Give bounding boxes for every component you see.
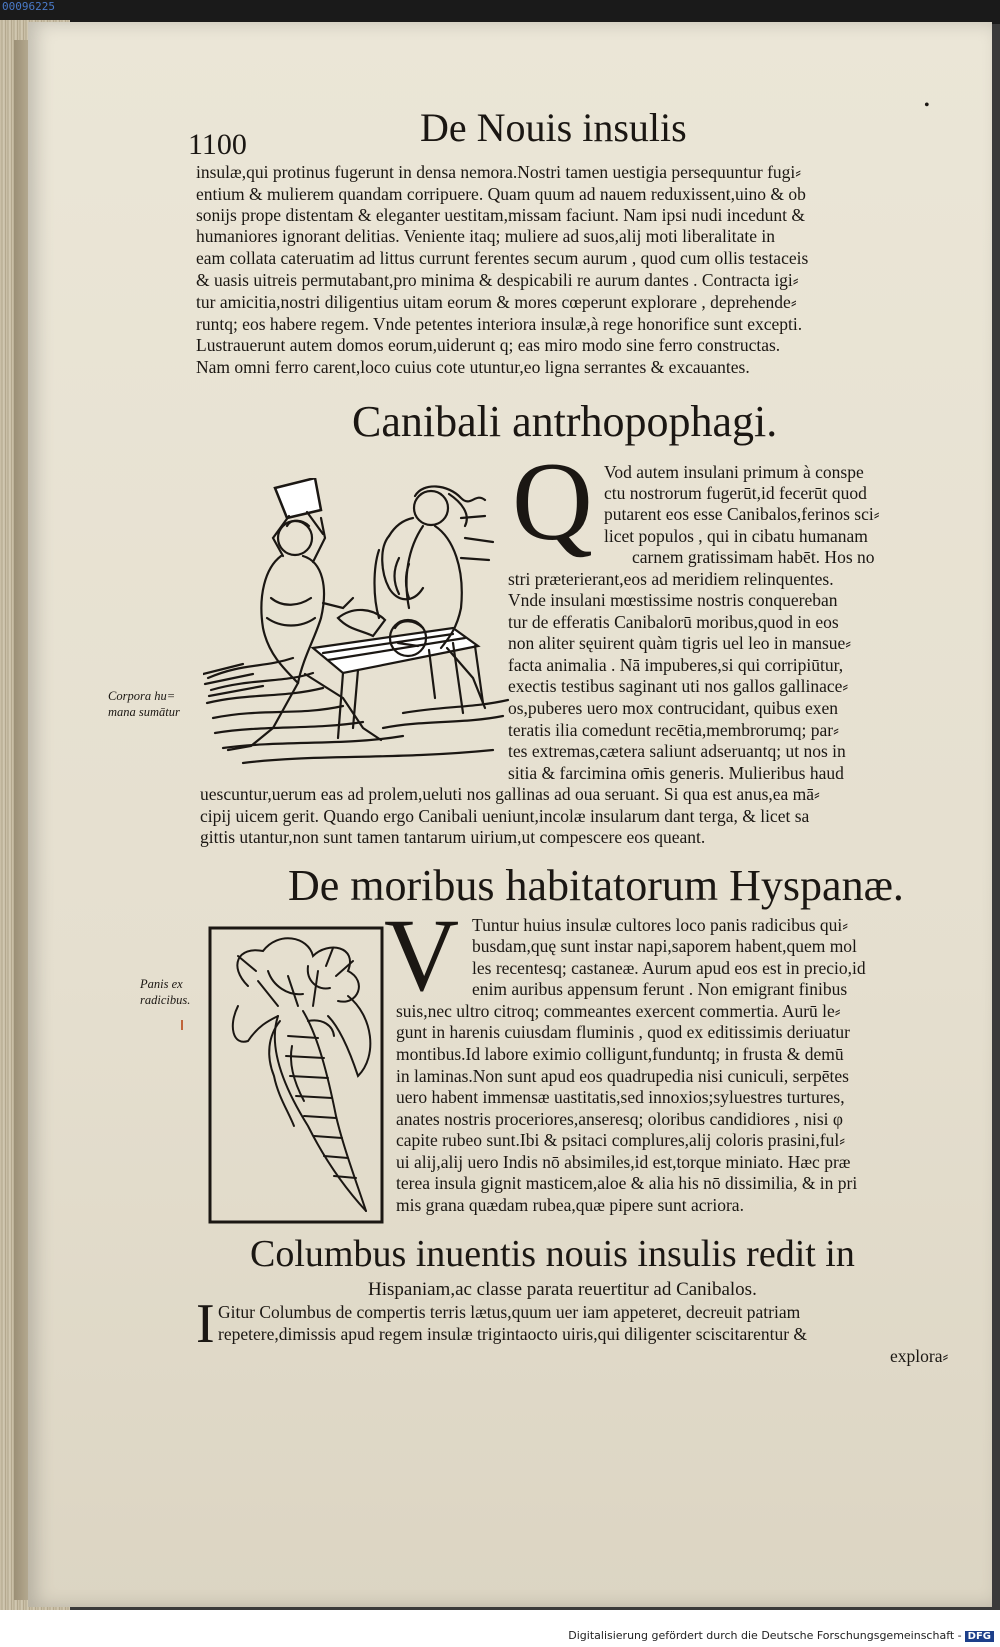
margin-note-line: radicibus.: [140, 993, 191, 1007]
drop-capital-i: I: [196, 1293, 215, 1355]
margin-note-corpora: [108, 688, 180, 720]
text-line: gunt in harenis cuiusdam fluminis , quod ex editissimis deriuatur: [396, 1022, 850, 1042]
text-line: tur amicitia,nostri diligentius uitam eorum & mores cœperunt explorare , deprehende⸗: [196, 292, 797, 312]
text-line: terea insula gignit masticem,aloe & alia his nō dissimilia, & in pri: [396, 1173, 858, 1193]
text-line: teratis ilia comedunt recētia,membrorumq; par⸗: [508, 720, 839, 740]
running-title: De Nouis insulis: [420, 105, 687, 150]
footer-text: Digitalisierung gefördert durch die Deutsche Forschungsgemeinschaft -: [568, 1629, 962, 1642]
text-line: Tuntur huius insulæ cultores loco panis radicibus qui⸗: [472, 915, 849, 935]
drop-capital-q: Q: [512, 440, 593, 564]
text-line: sonijs prope distentam & eleganter uestitam,missam faciunt. Nam ipsi nudi incedunt &: [196, 205, 805, 225]
text-line: Vnde insulani mœstissime nostris conquereban: [508, 590, 838, 610]
text-line: uero habent immensæ uastitatis,sed innoxios;syluestres turtures,: [396, 1087, 845, 1107]
text-line: capite rubeo sunt.Ibi & psitaci complures,alij coloris prasini,ful⸗: [396, 1130, 846, 1150]
text-line: insulæ,qui protinus fugerunt in densa nemora.Nostri tamen uestigia persequuntur fugi⸗: [196, 162, 802, 182]
text-line: Nam omni ferro carent,loco cuius cote utuntur,eo ligna serrantes & excauantes.: [196, 357, 750, 377]
document-id: 00096225: [2, 0, 55, 13]
text-line: tur de efferatis Canibalorū moribus,quod in eos: [508, 612, 839, 632]
text-line: mis grana quædam rubea,quæ pipere sunt acriora.: [396, 1195, 744, 1215]
woodcut-root-illustration: [208, 926, 384, 1224]
top-band: [0, 0, 1000, 24]
handwritten-mark: [181, 1020, 183, 1030]
margin-note-line: Corpora hu=: [108, 689, 176, 703]
section-subheading: Hispaniam,ac classe parata reuertitur ad Canibalos.: [368, 1279, 757, 1300]
section-heading: Canibali antrhopophagi.: [352, 397, 778, 446]
text-line: os,puberes uero mox contrucidant, quibus exen: [508, 698, 838, 718]
text-line: licet populos , qui in cibatu humanam: [604, 526, 868, 546]
page-number: 1100: [188, 128, 247, 161]
dfg-logo: DFG: [965, 1631, 994, 1642]
text-line: gittis utantur,non sunt tamen tantarum uirium,ut compescere eos queant.: [200, 827, 706, 847]
text-line: facta animalia . Nā impuberes,si qui corripiūtur,: [508, 655, 844, 675]
catchword: explora⸗: [890, 1346, 949, 1366]
margin-note-line: mana sumātur: [108, 705, 180, 719]
margin-note-line: Panis ex: [140, 977, 183, 991]
text-line: montibus.Id labore eximio colligunt,funduntq; in frusta & demū: [396, 1044, 844, 1064]
text-line: & uasis uitreis permutabant,pro minima & despicabili re aurum dantes . Contracta igi⸗: [196, 270, 799, 290]
text-line: carnem gratissimam habēt. Hos no: [632, 547, 875, 567]
text-line: stri præterierant,eos ad meridiem relinquentes.: [508, 569, 834, 589]
text-line: exectis testibus saginant uti nos gallos gallinace⸗: [508, 676, 849, 696]
funding-footer: [568, 1629, 994, 1642]
text-line: Lustrauerunt autem domos eorum,uiderunt q; eas miro modo sine ferro constructas.: [196, 335, 781, 355]
text-line: ui alij,alij uero Indis nō absimiles,id est,torque miniato. Hæc præ: [396, 1152, 851, 1172]
text-line: humaniores ignorant delitias. Veniente itaq; muliere ad suos,alij moti liberalitate in: [196, 226, 775, 246]
text-line: eam collata cateruatim ad littus currunt ferentes secum aurum , quod cum ollis testaceis: [196, 248, 809, 268]
text-line: putarent eos esse Canibalos,ferinos sci⸗: [604, 504, 880, 524]
text-line: repetere,dimissis apud regem insulæ trigintaocto uiris,qui diligenter sciscitarentur &: [218, 1324, 808, 1344]
text-line: entium & mulierem quandam corripuere. Quam quum ad nauem reduxissent,uino & ob: [196, 184, 806, 204]
text-line: anates nostris proceriores,anseresq; oloribus candidiores , nisi φ: [396, 1109, 844, 1129]
text-line: Gitur Columbus de compertis terris lætus,quum uer iam appeteret, decreuit patriam: [218, 1302, 801, 1322]
text-line: Vod autem insulani primum à conspe: [604, 462, 864, 482]
printer-dot: •: [924, 97, 930, 114]
woodcut-cannibals-illustration: [203, 478, 515, 781]
text-line: tes extremas,cætera saliunt adseruantq; ut nos in: [508, 741, 846, 761]
text-line: enim auribus appensum ferunt . Non emigrant finibus: [472, 979, 848, 999]
text-line: uescuntur,uerum eas ad prolem,ueluti nos gallinas ad oua seruant. Si qua est anus,ea mā⸗: [200, 784, 820, 804]
section-heading: De moribus habitatorum Hyspanæ.: [288, 861, 904, 910]
text-line: suis,nec ultro citroq; commeantes exercent commertia. Aurū le⸗: [396, 1001, 841, 1021]
drop-capital-v: V: [384, 898, 460, 1013]
margin-note-panis: [140, 976, 190, 1008]
text-line: ctu nostrorum fugerūt,id fecerūt quod: [604, 483, 867, 503]
text-line: cipij uicem gerit. Quando ergo Canibali ueniunt,incolæ insularum dant terga, & licet sa: [200, 806, 810, 826]
section-heading: Columbus inuentis nouis insulis redit in: [250, 1233, 855, 1275]
text-line: busdam,quę sunt instar napi,saporem habent,quem mol: [472, 936, 857, 956]
text-line: sitia & farcimina om̄is generis. Mulieribus haud: [508, 763, 844, 783]
text-line: les recentesq; castaneæ. Aurum apud eos est in precio,id: [472, 958, 866, 978]
text-line: runtq; eos habere regem. Vnde petentes interiora insulæ,à rege honorifice sunt excepti.: [196, 314, 803, 334]
text-line: in laminas.Non sunt apud eos quadrupedia nisi cuniculi, serpētes: [396, 1066, 849, 1086]
text-line: non aliter sęuirent quàm tigris uel leo in mansue⸗: [508, 633, 852, 653]
